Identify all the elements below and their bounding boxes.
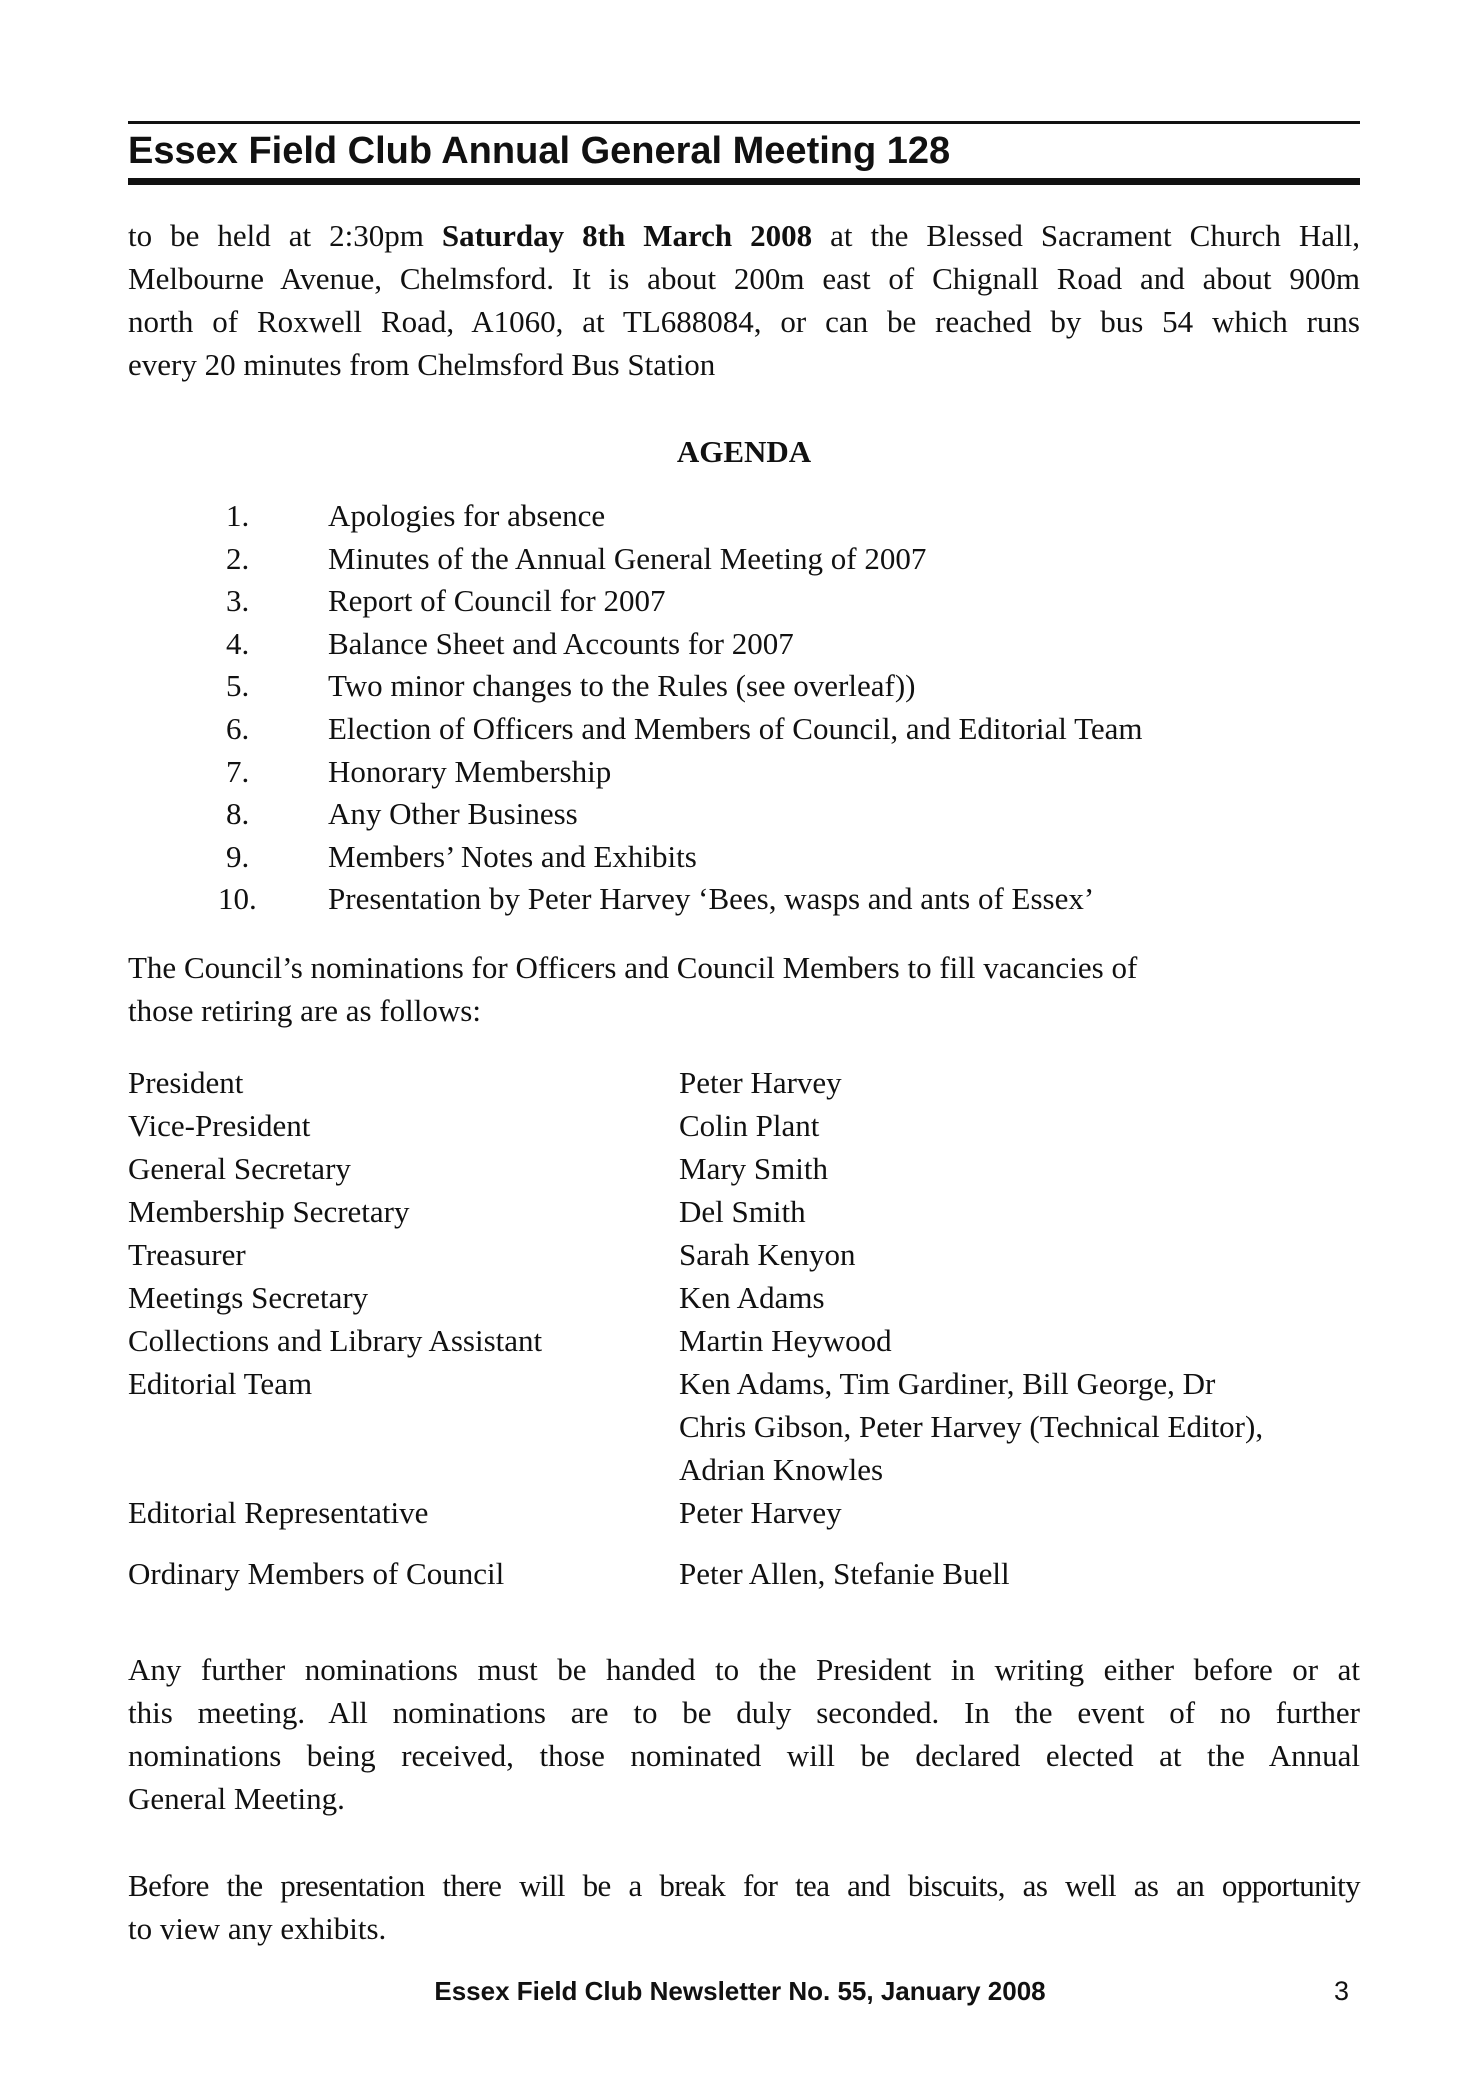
nomination-row <box>128 1061 1360 1104</box>
nominee <box>679 1190 1360 1233</box>
agenda-item <box>128 707 1360 750</box>
agenda-item-number: 2. <box>226 540 250 576</box>
officer-role: Editorial Team <box>128 1366 313 1401</box>
nomination-row <box>128 1319 1360 1362</box>
agenda-item-text: Honorary Membership <box>328 753 612 789</box>
page-title: Essex Field Club Annual General Meeting 128 <box>128 130 951 172</box>
nominee <box>679 1061 1360 1104</box>
officer-role: Collections and Library Assistant <box>128 1323 543 1358</box>
agenda-item-number: 6. <box>226 710 250 746</box>
nominations-intro-paragraph <box>128 946 1360 1032</box>
nominee <box>679 1552 1360 1595</box>
nomination-row <box>128 1552 1360 1595</box>
officer-role: Vice-President <box>128 1108 311 1143</box>
nomination-row <box>128 1147 1360 1190</box>
agenda-item-text: Election of Officers and Members of Council, and Editorial Team <box>328 710 1143 746</box>
agenda-item-number: 9. <box>226 838 250 874</box>
agenda-item-text: Any Other Business <box>328 796 578 832</box>
agenda-item <box>128 494 1360 537</box>
nomination-row <box>128 1104 1360 1147</box>
agenda-item-number: 3. <box>226 583 250 619</box>
agenda-item <box>128 750 1360 793</box>
nomination-row <box>128 1491 1360 1534</box>
agenda-item-text: Presentation by Peter Harvey ‘Bees, wasps and ants of Essex’ <box>328 881 1095 917</box>
agenda-item <box>128 622 1360 665</box>
nominee <box>679 1104 1360 1147</box>
agenda-item <box>128 537 1360 580</box>
agenda-item <box>128 664 1360 707</box>
agenda-item-number: 1. <box>226 498 250 533</box>
officer-role: President <box>128 1065 244 1100</box>
nominee-line: Peter Allen, Stefanie Buell <box>679 1556 1010 1591</box>
nominee <box>679 1276 1360 1319</box>
nominee-line: Ken Adams <box>679 1280 825 1315</box>
nominee-line: Ken Adams, Tim Gardiner, Bill George, Dr <box>679 1366 1216 1401</box>
nominee-line: Adrian Knowles <box>679 1452 884 1487</box>
further-nominations-paragraph <box>128 1648 1360 1820</box>
header-bottom-rule <box>128 178 1360 185</box>
paragraph-line: to view any exhibits. <box>128 1911 387 1946</box>
intro-text: to be held at 2:30pm <box>128 218 442 253</box>
nominee-line: Sarah Kenyon <box>679 1237 856 1272</box>
officer-role: General Secretary <box>128 1151 351 1186</box>
newsletter-footer: Essex Field Club Newsletter No. 55, January 2008 <box>434 1976 1046 2006</box>
agenda-item-number: 5. <box>226 668 250 704</box>
paragraph-line: General Meeting. <box>128 1781 345 1816</box>
intro-text: at the Blessed Sacrament Church Hall, <box>812 218 1361 253</box>
agenda-item-number: 4. <box>226 625 250 661</box>
break-note-paragraph <box>128 1864 1360 1950</box>
agenda-item-text: Two minor changes to the Rules (see overleaf)) <box>328 668 916 704</box>
officer-role: Membership Secretary <box>128 1194 410 1229</box>
paragraph-line: this meeting. All nominations are to be duly seconded. In the event of no further <box>128 1695 1360 1730</box>
nominee-line: Peter Harvey <box>679 1495 842 1530</box>
agenda-item-text: Members’ Notes and Exhibits <box>328 838 697 874</box>
paragraph-line: Any further nominations must be handed to the President in writing either before or at <box>128 1652 1360 1687</box>
meeting-intro-paragraph <box>128 214 1360 386</box>
agenda-item <box>128 835 1360 878</box>
agenda-item-number: 8. <box>226 796 250 832</box>
nomination-row <box>128 1362 1360 1491</box>
nomination-row <box>128 1276 1360 1319</box>
agenda-item-number: 7. <box>226 753 250 789</box>
meeting-date: Saturday 8th March 2008 <box>441 218 813 253</box>
nominee <box>679 1233 1360 1276</box>
agenda-item <box>128 877 1360 920</box>
officer-role: Ordinary Members of Council <box>128 1556 505 1591</box>
officer-role: Meetings Secretary <box>128 1280 369 1315</box>
nomination-row <box>128 1233 1360 1276</box>
page-number: 3 <box>1334 1976 1350 2006</box>
intro-line: every 20 minutes from Chelmsford Bus Station <box>128 347 716 382</box>
nominee-line: Colin Plant <box>679 1108 820 1143</box>
nominee <box>679 1147 1360 1190</box>
nominations-intro-line: The Council’s nominations for Officers and Council Members to fill vacancies of <box>128 950 1138 985</box>
intro-line: north of Roxwell Road, A1060, at TL688084, or can be reached by bus 54 which runs <box>128 304 1360 339</box>
nominee-line: Del Smith <box>679 1194 806 1229</box>
agenda-item-text: Apologies for absence <box>328 498 606 533</box>
agenda-item-text: Report of Council for 2007 <box>328 583 666 619</box>
nominee <box>679 1319 1360 1362</box>
intro-line: Melbourne Avenue, Chelmsford. It is about 200m east of Chignall Road and about 900m <box>128 261 1360 296</box>
officer-role: Editorial Representative <box>128 1495 429 1530</box>
nominations-intro-line: those retiring are as follows: <box>128 993 481 1028</box>
nominee-line: Chris Gibson, Peter Harvey (Technical Editor), <box>679 1409 1264 1444</box>
agenda-item-text: Balance Sheet and Accounts for 2007 <box>328 625 794 661</box>
nominee <box>679 1362 1360 1491</box>
nominee <box>679 1491 1360 1534</box>
header-top-rule <box>128 121 1360 124</box>
agenda-item-text: Minutes of the Annual General Meeting of 2007 <box>328 540 927 576</box>
paragraph-line: nominations being received, those nominated will be declared elected at the Annual <box>128 1738 1360 1773</box>
paragraph-line: Before the presentation there will be a break for tea and biscuits, as well as an opportunity <box>128 1868 1360 1903</box>
intro-line <box>128 214 1360 257</box>
agenda-item <box>128 792 1360 835</box>
nominations-list <box>128 1061 1360 1595</box>
nominee-line: Mary Smith <box>679 1151 828 1186</box>
agenda-list <box>128 494 1360 920</box>
officer-role: Treasurer <box>128 1237 246 1272</box>
nominee-line: Peter Harvey <box>679 1065 842 1100</box>
agenda-item <box>128 579 1360 622</box>
agenda-item-number: 10. <box>218 881 257 917</box>
nomination-row <box>128 1190 1360 1233</box>
nominee-line: Martin Heywood <box>679 1323 892 1358</box>
agenda-heading: AGENDA <box>676 434 812 469</box>
